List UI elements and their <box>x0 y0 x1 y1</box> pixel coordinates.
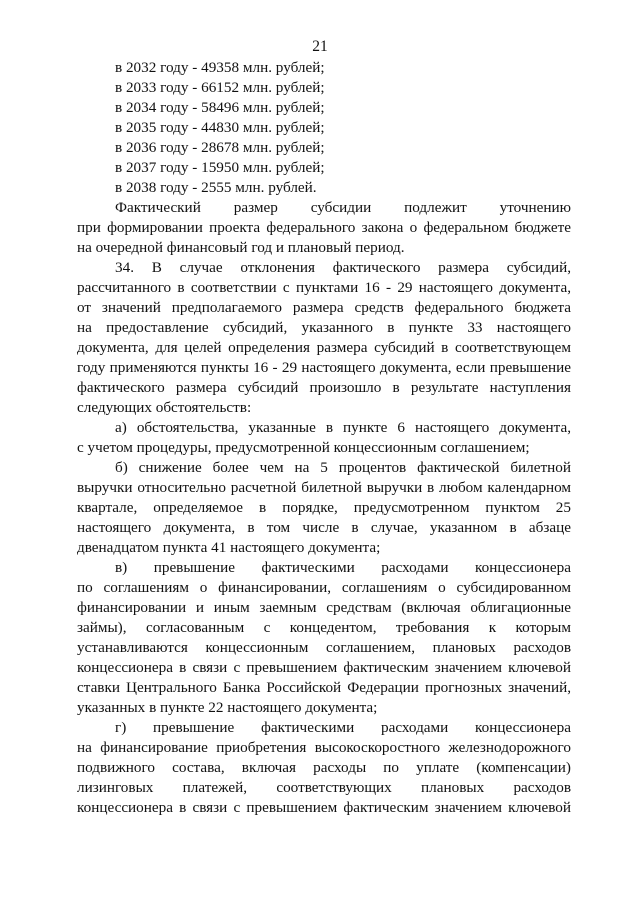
text-line: в 2032 году - 49358 млн. рублей; <box>115 59 325 76</box>
text-line: на очередной финансовый год и плановый период. <box>77 239 405 256</box>
text-line: документа, для целей определения размера субсидий в соответствующем <box>77 339 571 356</box>
text-line: выручки относительно расчетной билетной выручки в любом календарном <box>77 479 571 496</box>
text-line: настоящего документа, в том числе в случае, указанном в абзаце <box>77 519 571 536</box>
text-line: году применяются пункты 16 - 29 настоящего документа, если превышение <box>77 359 571 376</box>
text-line: в 2033 году - 66152 млн. рублей; <box>115 79 325 96</box>
text-line: в 2038 году - 2555 млн. рублей. <box>115 179 317 196</box>
text-line: следующих обстоятельств: <box>77 399 252 416</box>
text-line: в) превышение фактическими расходами концессионера <box>115 559 571 576</box>
text-line: указанных в пункте 22 настоящего документа; <box>77 699 378 716</box>
text-line: на финансирование приобретения высокоскоростного железнодорожного <box>77 739 571 756</box>
text-line: 34. В случае отклонения фактического размера субсидий, <box>115 259 571 276</box>
text-line: концессионера в связи с превышением фактическим значением ключевой <box>77 659 571 676</box>
text-line: подвижного состава, включая расходы по уплате (компенсации) <box>77 759 571 776</box>
text-line: в 2035 году - 44830 млн. рублей; <box>115 119 325 136</box>
text-line: лизинговых платежей, соответствующих плановых расходов <box>77 779 571 796</box>
text-line: на предоставление субсидий, указанного в пункте 33 настоящего <box>77 319 571 336</box>
text-line: устанавливаются концессионным соглашением, плановых расходов <box>77 639 571 656</box>
text-line: в 2034 году - 58496 млн. рублей; <box>115 99 325 116</box>
text-line: в 2036 году - 28678 млн. рублей; <box>115 139 325 156</box>
text-line: финансировании и иным заемным средствам (включая облигационные <box>77 599 571 616</box>
text-line: концессионера в связи с превышением фактическим значением ключевой <box>77 799 571 816</box>
text-line: а) обстоятельства, указанные в пункте 6 настоящего документа, <box>115 419 571 436</box>
text-line: б) снижение более чем на 5 процентов фактической билетной <box>115 459 571 476</box>
text-line: при формировании проекта федерального закона о федеральном бюджете <box>77 219 571 236</box>
text-line: в 2037 году - 15950 млн. рублей; <box>115 159 325 176</box>
document-body <box>77 58 571 818</box>
page-number: 21 <box>312 38 328 55</box>
text-line: квартале, определяемое в порядке, предусмотренном пунктом 25 <box>77 499 571 516</box>
text-line: двенадцатом пункта 41 настоящего документа; <box>77 539 381 556</box>
text-line: займы), согласованным с концедентом, требования к которым <box>77 619 571 636</box>
text-line: по соглашениям о финансировании, соглашениям о субсидированном <box>77 579 571 596</box>
text-line: Фактический размер субсидии подлежит уточнению <box>115 199 571 216</box>
text-line: рассчитанного в соответствии с пунктами 16 - 29 настоящего документа, <box>77 279 571 296</box>
text-line: от значений предполагаемого размера средств федерального бюджета <box>77 299 571 316</box>
text-line: г) превышение фактическими расходами концессионера <box>115 719 571 736</box>
text-line: с учетом процедуры, предусмотренной концессионным соглашением; <box>77 439 530 456</box>
text-line: фактического размера субсидий произошло в результате наступления <box>77 379 571 396</box>
text-line: ставки Центрального Банка Российской Федерации прогнозных значений, <box>77 679 571 696</box>
